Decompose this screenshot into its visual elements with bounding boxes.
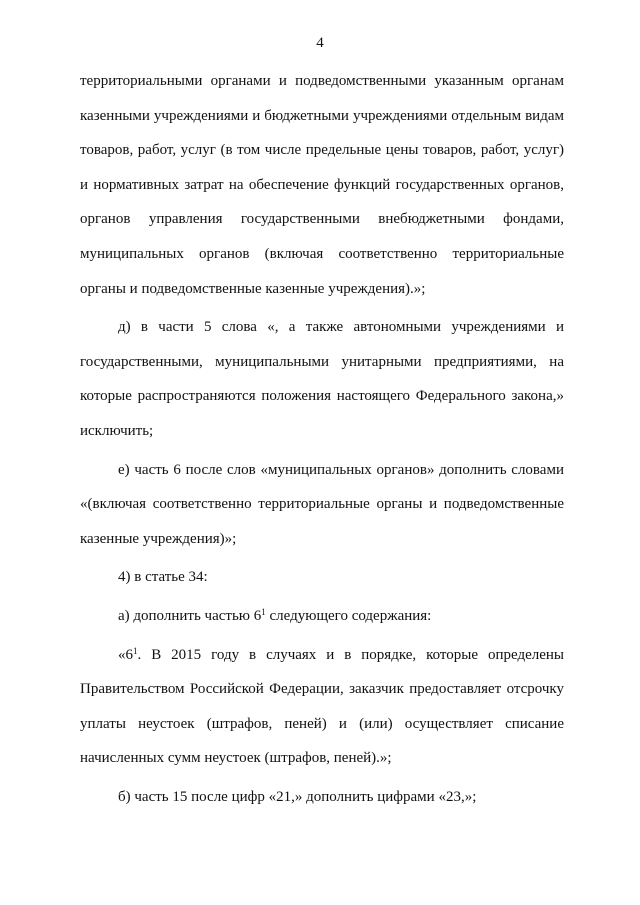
paragraph-part-6-1-text: «6 [118,646,133,663]
paragraph-item-b: б) часть 15 после цифр «21,» дополнить цифрами «23,»; [118,788,477,805]
paragraph-item-e: е) часть 6 после слов «муниципальных органов» дополнить словами «(включая соответственно территориальные органы и подведомственные казенные учреждения)»; [80,461,564,547]
paragraph-item-4: 4) в статье 34: [118,569,208,586]
paragraph-item-d: д) в части 5 слова «, а также автономными учреждениями и государственными, муниципальными унитарными предприятиями, на которые распространяются положения настоящего Федерального закона,» исключить; [80,319,564,439]
paragraph-continuation: территориальными органами и подведомственными указанным органам казенными учреждениями и бюджетными учреждениями отдельным видам товаров, работ, услуг (в том числе предельные цены товаров, работ, услуг) и нормативных затрат на обеспечение функций государственных органов, органов управления государственными внебюджетными фондами, муниципальных органов (включая соответственно территориальные органы и подведомственные казенные учреждения).»; [80,73,564,297]
paragraph-part-6-1-text-end: . В 2015 году в случаях и в порядке, которые определены Правительством Российской Федерации, заказчик предоставляет отсрочку уплаты неустоек (штрафов, пеней) и (или) осуществляет списание начисленных сумм неустоек (штрафов, пеней).»; [80,646,564,767]
document-body [80,64,564,814]
page-number: 4 [316,35,324,51]
superscript-1: 1 [261,606,266,617]
paragraph-item-a [80,599,564,634]
superscript-1: 1 [133,645,138,656]
paragraph-item-a-text-end: следующего содержания: [265,607,432,624]
paragraph-part-6-1 [80,638,564,776]
paragraph-item-a-text: а) дополнить частью 6 [118,607,262,624]
